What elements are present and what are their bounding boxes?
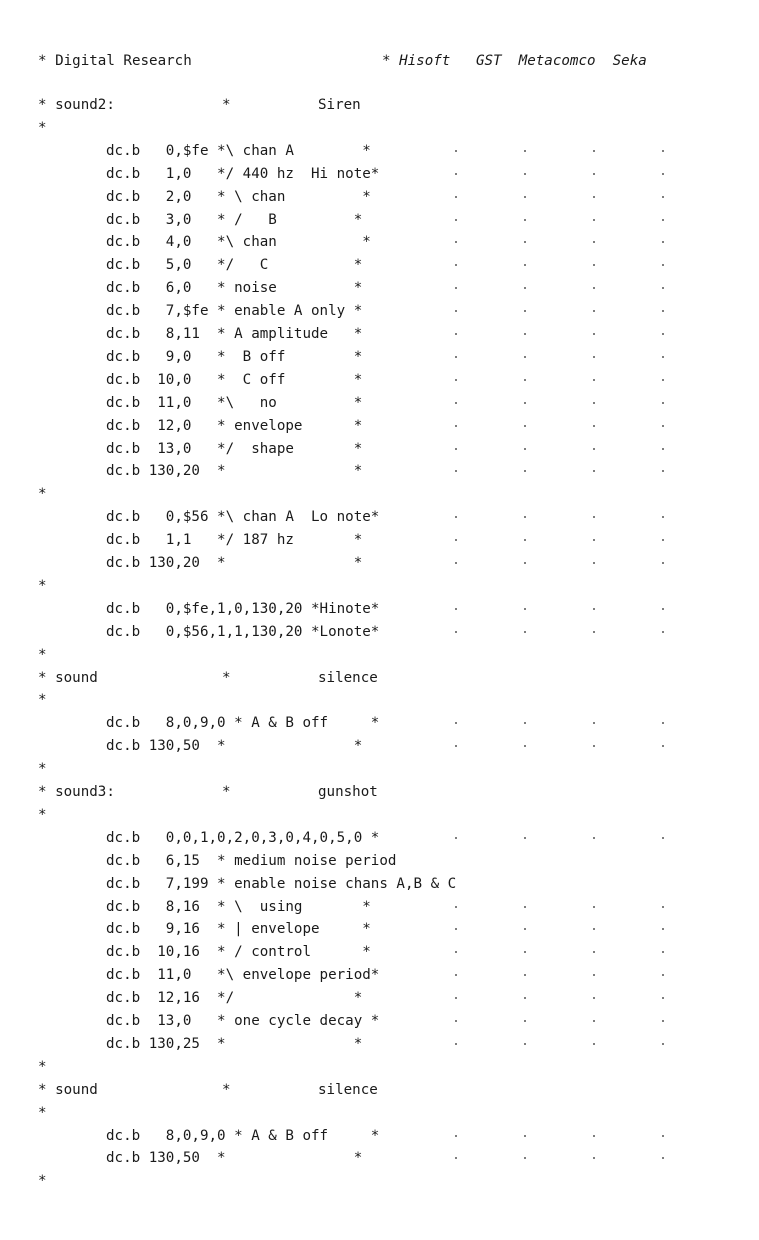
comment-star: *: [38, 1104, 47, 1121]
column-dot: [593, 264, 595, 266]
code-line: [0, 873, 759, 895]
column-dot: [593, 1157, 595, 1159]
column-dot: [455, 333, 457, 335]
column-dot: [455, 722, 457, 724]
column-dot: [593, 631, 595, 633]
column-dot: [455, 425, 457, 427]
column-dot: [524, 196, 526, 198]
column-dot: [662, 997, 664, 999]
column-dot: [455, 516, 457, 518]
column-dot: [593, 997, 595, 999]
column-dot: [662, 1157, 664, 1159]
column-dot: [524, 1043, 526, 1045]
section-label: * sound2:: [38, 97, 115, 113]
column-dot: [662, 402, 664, 404]
column-dot: [662, 150, 664, 152]
column-dot: [662, 448, 664, 450]
section-label-line: [0, 1079, 759, 1101]
code-text: dc.b 0,$fe *\ chan A *: [106, 142, 371, 159]
column-dot: [455, 196, 457, 198]
column-dot: [593, 1020, 595, 1022]
code-line: [0, 277, 759, 299]
column-dots: [455, 896, 675, 918]
code-line: [0, 392, 759, 414]
column-dots: [455, 552, 675, 574]
section-description: Siren: [318, 97, 361, 113]
column-dot: [593, 928, 595, 930]
column-dot: [524, 837, 526, 839]
code-text: dc.b 130,50 * *: [106, 738, 363, 755]
column-dot: [455, 951, 457, 953]
code-line: [0, 964, 759, 986]
header-left: * Digital Research: [38, 53, 192, 69]
code-text: dc.b 7,$fe * enable A only *: [106, 303, 363, 320]
column-dot: [524, 951, 526, 953]
code-text: dc.b 5,0 */ C *: [106, 257, 363, 274]
comment-line: [0, 1102, 759, 1124]
header-line: [0, 50, 759, 72]
column-dot: [524, 608, 526, 610]
column-dots: [455, 827, 675, 849]
column-dot: [593, 745, 595, 747]
column-dot: [662, 608, 664, 610]
column-dot: [593, 906, 595, 908]
column-dot: [455, 562, 457, 564]
code-text: dc.b 3,0 * / B *: [106, 211, 363, 228]
section-label-line: [0, 94, 759, 116]
column-dot: [524, 241, 526, 243]
code-text: dc.b 9,0 * B off *: [106, 348, 363, 365]
code-line: [0, 323, 759, 345]
column-dot: [662, 562, 664, 564]
column-dot: [455, 1157, 457, 1159]
column-dot: [662, 631, 664, 633]
column-dot: [662, 333, 664, 335]
code-text: dc.b 130,20 * *: [106, 555, 363, 571]
code-text: dc.b 2,0 * \ chan *: [106, 188, 371, 205]
code-text: dc.b 11,0 *\ no *: [106, 394, 363, 411]
column-dot: [524, 516, 526, 518]
column-dots: [455, 598, 675, 620]
column-dots: [455, 1125, 675, 1147]
column-dot: [593, 310, 595, 312]
code-line: [0, 415, 759, 437]
column-dot: [593, 219, 595, 221]
column-dots: [455, 392, 675, 414]
code-line: [0, 552, 759, 574]
column-dot: [593, 608, 595, 610]
column-dots: [455, 941, 675, 963]
column-dot: [662, 219, 664, 221]
column-dots: [455, 415, 675, 437]
comment-line: [0, 804, 759, 826]
column-dot: [662, 722, 664, 724]
code-text: dc.b 8,0,9,0 * A & B off *: [106, 715, 380, 732]
code-line: [0, 735, 759, 757]
column-dots: [455, 186, 675, 208]
column-dot: [524, 539, 526, 541]
code-text: dc.b 130,25 * *: [106, 1035, 363, 1052]
comment-line: [0, 689, 759, 711]
column-dot: [662, 906, 664, 908]
column-dot: [662, 1020, 664, 1022]
code-line: [0, 300, 759, 322]
column-dot: [662, 539, 664, 541]
column-dot: [455, 928, 457, 930]
code-line: [0, 850, 759, 872]
column-dots: [455, 209, 675, 231]
column-dots: [455, 460, 675, 482]
column-dot: [524, 928, 526, 930]
code-line: [0, 896, 759, 918]
code-text: dc.b 0,$56,1,1,130,20 *Lonote*: [106, 623, 380, 640]
column-dot: [455, 264, 457, 266]
column-dot: [593, 1135, 595, 1137]
column-dot: [455, 997, 457, 999]
column-dot: [455, 539, 457, 541]
code-text: dc.b 8,0,9,0 * A & B off *: [106, 1127, 380, 1144]
column-dot: [455, 745, 457, 747]
column-dot: [593, 974, 595, 976]
code-line: [0, 254, 759, 276]
code-text: dc.b 8,11 * A amplitude *: [106, 326, 363, 342]
column-dots: [455, 735, 675, 757]
code-text: dc.b 13,0 */ shape *: [106, 440, 363, 457]
column-dot: [662, 425, 664, 427]
column-dot: [593, 402, 595, 404]
code-line: [0, 506, 759, 528]
column-dot: [524, 974, 526, 976]
code-text: dc.b 12,16 */ *: [106, 990, 363, 1007]
section-description: gunshot: [318, 784, 378, 800]
column-dot: [593, 470, 595, 472]
comment-star: *: [38, 692, 47, 709]
code-text: dc.b 8,16 * \ using *: [106, 898, 371, 915]
column-dots: [455, 438, 675, 460]
section-label: * sound: [38, 1081, 98, 1098]
code-line: [0, 231, 759, 253]
column-dot: [662, 310, 664, 312]
code-line: [0, 1010, 759, 1032]
comment-line: [0, 117, 759, 139]
code-line: [0, 140, 759, 162]
code-text: dc.b 6,15 * medium noise period: [106, 852, 397, 869]
code-line: [0, 621, 759, 643]
section-label: * sound: [38, 669, 98, 686]
column-dots: [455, 529, 675, 551]
column-dot: [662, 928, 664, 930]
section-star: *: [222, 97, 231, 113]
column-dot: [593, 448, 595, 450]
column-dots: [455, 254, 675, 276]
code-text: dc.b 11,0 *\ envelope period*: [106, 967, 380, 984]
column-dot: [455, 470, 457, 472]
column-dot: [662, 837, 664, 839]
column-dot: [662, 173, 664, 175]
column-dot: [524, 287, 526, 289]
column-dot: [593, 837, 595, 839]
column-dot: [524, 379, 526, 381]
column-dot: [524, 722, 526, 724]
column-dots: [455, 300, 675, 322]
column-dot: [662, 745, 664, 747]
code-text: dc.b 130,50 * *: [106, 1150, 363, 1167]
comment-star: *: [38, 646, 47, 663]
column-dot: [593, 356, 595, 358]
comment-line: [0, 758, 759, 780]
code-text: dc.b 9,16 * | envelope *: [106, 921, 371, 938]
code-line: [0, 712, 759, 734]
code-text: dc.b 13,0 * one cycle decay *: [106, 1013, 380, 1029]
code-text: dc.b 0,$fe,1,0,130,20 *Hinote*: [106, 600, 380, 617]
section-star: *: [222, 1081, 231, 1098]
column-dots: [455, 987, 675, 1009]
section-label: * sound3:: [38, 784, 115, 800]
code-line: [0, 369, 759, 391]
column-dot: [455, 631, 457, 633]
column-dot: [524, 906, 526, 908]
column-dot: [455, 1135, 457, 1137]
code-line: [0, 1147, 759, 1169]
column-dot: [593, 562, 595, 564]
comment-star: *: [38, 1173, 47, 1190]
code-line: [0, 529, 759, 551]
column-dot: [524, 264, 526, 266]
column-dot: [593, 539, 595, 541]
column-dots: [455, 369, 675, 391]
column-dot: [593, 241, 595, 243]
column-dots: [455, 918, 675, 940]
column-dot: [524, 745, 526, 747]
column-dot: [593, 722, 595, 724]
code-text: dc.b 4,0 *\ chan *: [106, 234, 371, 251]
column-dot: [455, 241, 457, 243]
section-star: *: [222, 784, 231, 800]
code-text: dc.b 6,0 * noise *: [106, 280, 363, 297]
comment-line: [0, 1056, 759, 1078]
code-text: dc.b 0,0,1,0,2,0,3,0,4,0,5,0 *: [106, 829, 380, 846]
comment-star: *: [38, 486, 47, 503]
column-dots: [455, 964, 675, 986]
section-description: silence: [318, 669, 378, 686]
code-line: [0, 987, 759, 1009]
code-line: [0, 941, 759, 963]
column-dot: [455, 608, 457, 610]
column-dot: [524, 402, 526, 404]
column-dot: [455, 219, 457, 221]
column-dot: [662, 974, 664, 976]
code-line: [0, 209, 759, 231]
column-dot: [455, 287, 457, 289]
column-dot: [524, 425, 526, 427]
code-line: [0, 460, 759, 482]
column-dot: [455, 173, 457, 175]
code-text: dc.b 1,0 */ 440 hz Hi note*: [106, 165, 380, 182]
comment-star: *: [38, 806, 47, 823]
column-dots: [455, 506, 675, 528]
section-star: *: [222, 669, 231, 686]
code-line: [0, 186, 759, 208]
column-dots: [455, 231, 675, 253]
column-dot: [524, 173, 526, 175]
column-dot: [455, 356, 457, 358]
column-dot: [455, 906, 457, 908]
code-line: [0, 438, 759, 460]
code-text: dc.b 1,1 */ 187 hz *: [106, 532, 363, 549]
column-dots: [455, 140, 675, 162]
column-dot: [524, 1020, 526, 1022]
section-label-line: [0, 781, 759, 803]
column-dot: [455, 837, 457, 839]
column-dot: [593, 287, 595, 289]
header-right: * Hisoft GST Metacomco Seka: [382, 53, 647, 69]
column-dot: [593, 951, 595, 953]
column-dot: [662, 287, 664, 289]
column-dot: [662, 379, 664, 381]
column-dot: [524, 448, 526, 450]
comment-star: *: [38, 761, 47, 778]
column-dot: [662, 1043, 664, 1045]
column-dots: [455, 277, 675, 299]
code-line: [0, 1125, 759, 1147]
column-dots: [455, 1147, 675, 1169]
code-line: [0, 1033, 759, 1055]
column-dot: [455, 1020, 457, 1022]
column-dot: [524, 1157, 526, 1159]
code-text: dc.b 0,$56 *\ chan A Lo note*: [106, 509, 380, 526]
column-dot: [593, 425, 595, 427]
column-dot: [524, 310, 526, 312]
code-line: [0, 163, 759, 185]
column-dot: [593, 516, 595, 518]
column-dot: [524, 562, 526, 564]
column-dot: [455, 448, 457, 450]
column-dot: [524, 1135, 526, 1137]
code-text: dc.b 7,199 * enable noise chans A,B & C: [106, 875, 457, 892]
column-dots: [455, 346, 675, 368]
column-dot: [593, 196, 595, 198]
code-text: dc.b 130,20 * *: [106, 463, 363, 480]
column-dot: [455, 150, 457, 152]
section-description: silence: [318, 1081, 378, 1098]
column-dot: [524, 150, 526, 152]
column-dots: [455, 621, 675, 643]
column-dot: [662, 470, 664, 472]
code-line: [0, 827, 759, 849]
column-dot: [662, 356, 664, 358]
column-dots: [455, 163, 675, 185]
comment-star: *: [38, 577, 47, 594]
column-dots: [455, 1033, 675, 1055]
code-text: dc.b 10,0 * C off *: [106, 371, 363, 388]
column-dot: [662, 951, 664, 953]
column-dot: [593, 150, 595, 152]
column-dots: [455, 1010, 675, 1032]
column-dot: [593, 333, 595, 335]
comment-line: [0, 644, 759, 666]
column-dots: [455, 323, 675, 345]
column-dot: [593, 1043, 595, 1045]
column-dot: [524, 470, 526, 472]
comment-line: [0, 483, 759, 505]
column-dot: [662, 1135, 664, 1137]
code-line: [0, 598, 759, 620]
comment-line: [0, 575, 759, 597]
code-text: dc.b 12,0 * envelope *: [106, 417, 363, 434]
comment-star: *: [38, 1058, 47, 1075]
column-dot: [662, 264, 664, 266]
code-line: [0, 346, 759, 368]
column-dot: [455, 402, 457, 404]
column-dot: [455, 974, 457, 976]
column-dot: [524, 997, 526, 999]
column-dot: [593, 173, 595, 175]
column-dot: [524, 631, 526, 633]
column-dot: [662, 516, 664, 518]
column-dot: [524, 333, 526, 335]
column-dot: [662, 241, 664, 243]
column-dot: [662, 196, 664, 198]
code-text: dc.b 10,16 * / control *: [106, 944, 371, 961]
column-dot: [455, 379, 457, 381]
code-line: [0, 918, 759, 940]
section-label-line: [0, 667, 759, 689]
column-dot: [524, 356, 526, 358]
comment-line: [0, 1170, 759, 1192]
column-dot: [524, 219, 526, 221]
column-dots: [455, 712, 675, 734]
column-dot: [593, 379, 595, 381]
column-dot: [455, 310, 457, 312]
column-dot: [455, 1043, 457, 1045]
comment-star: *: [38, 119, 47, 136]
